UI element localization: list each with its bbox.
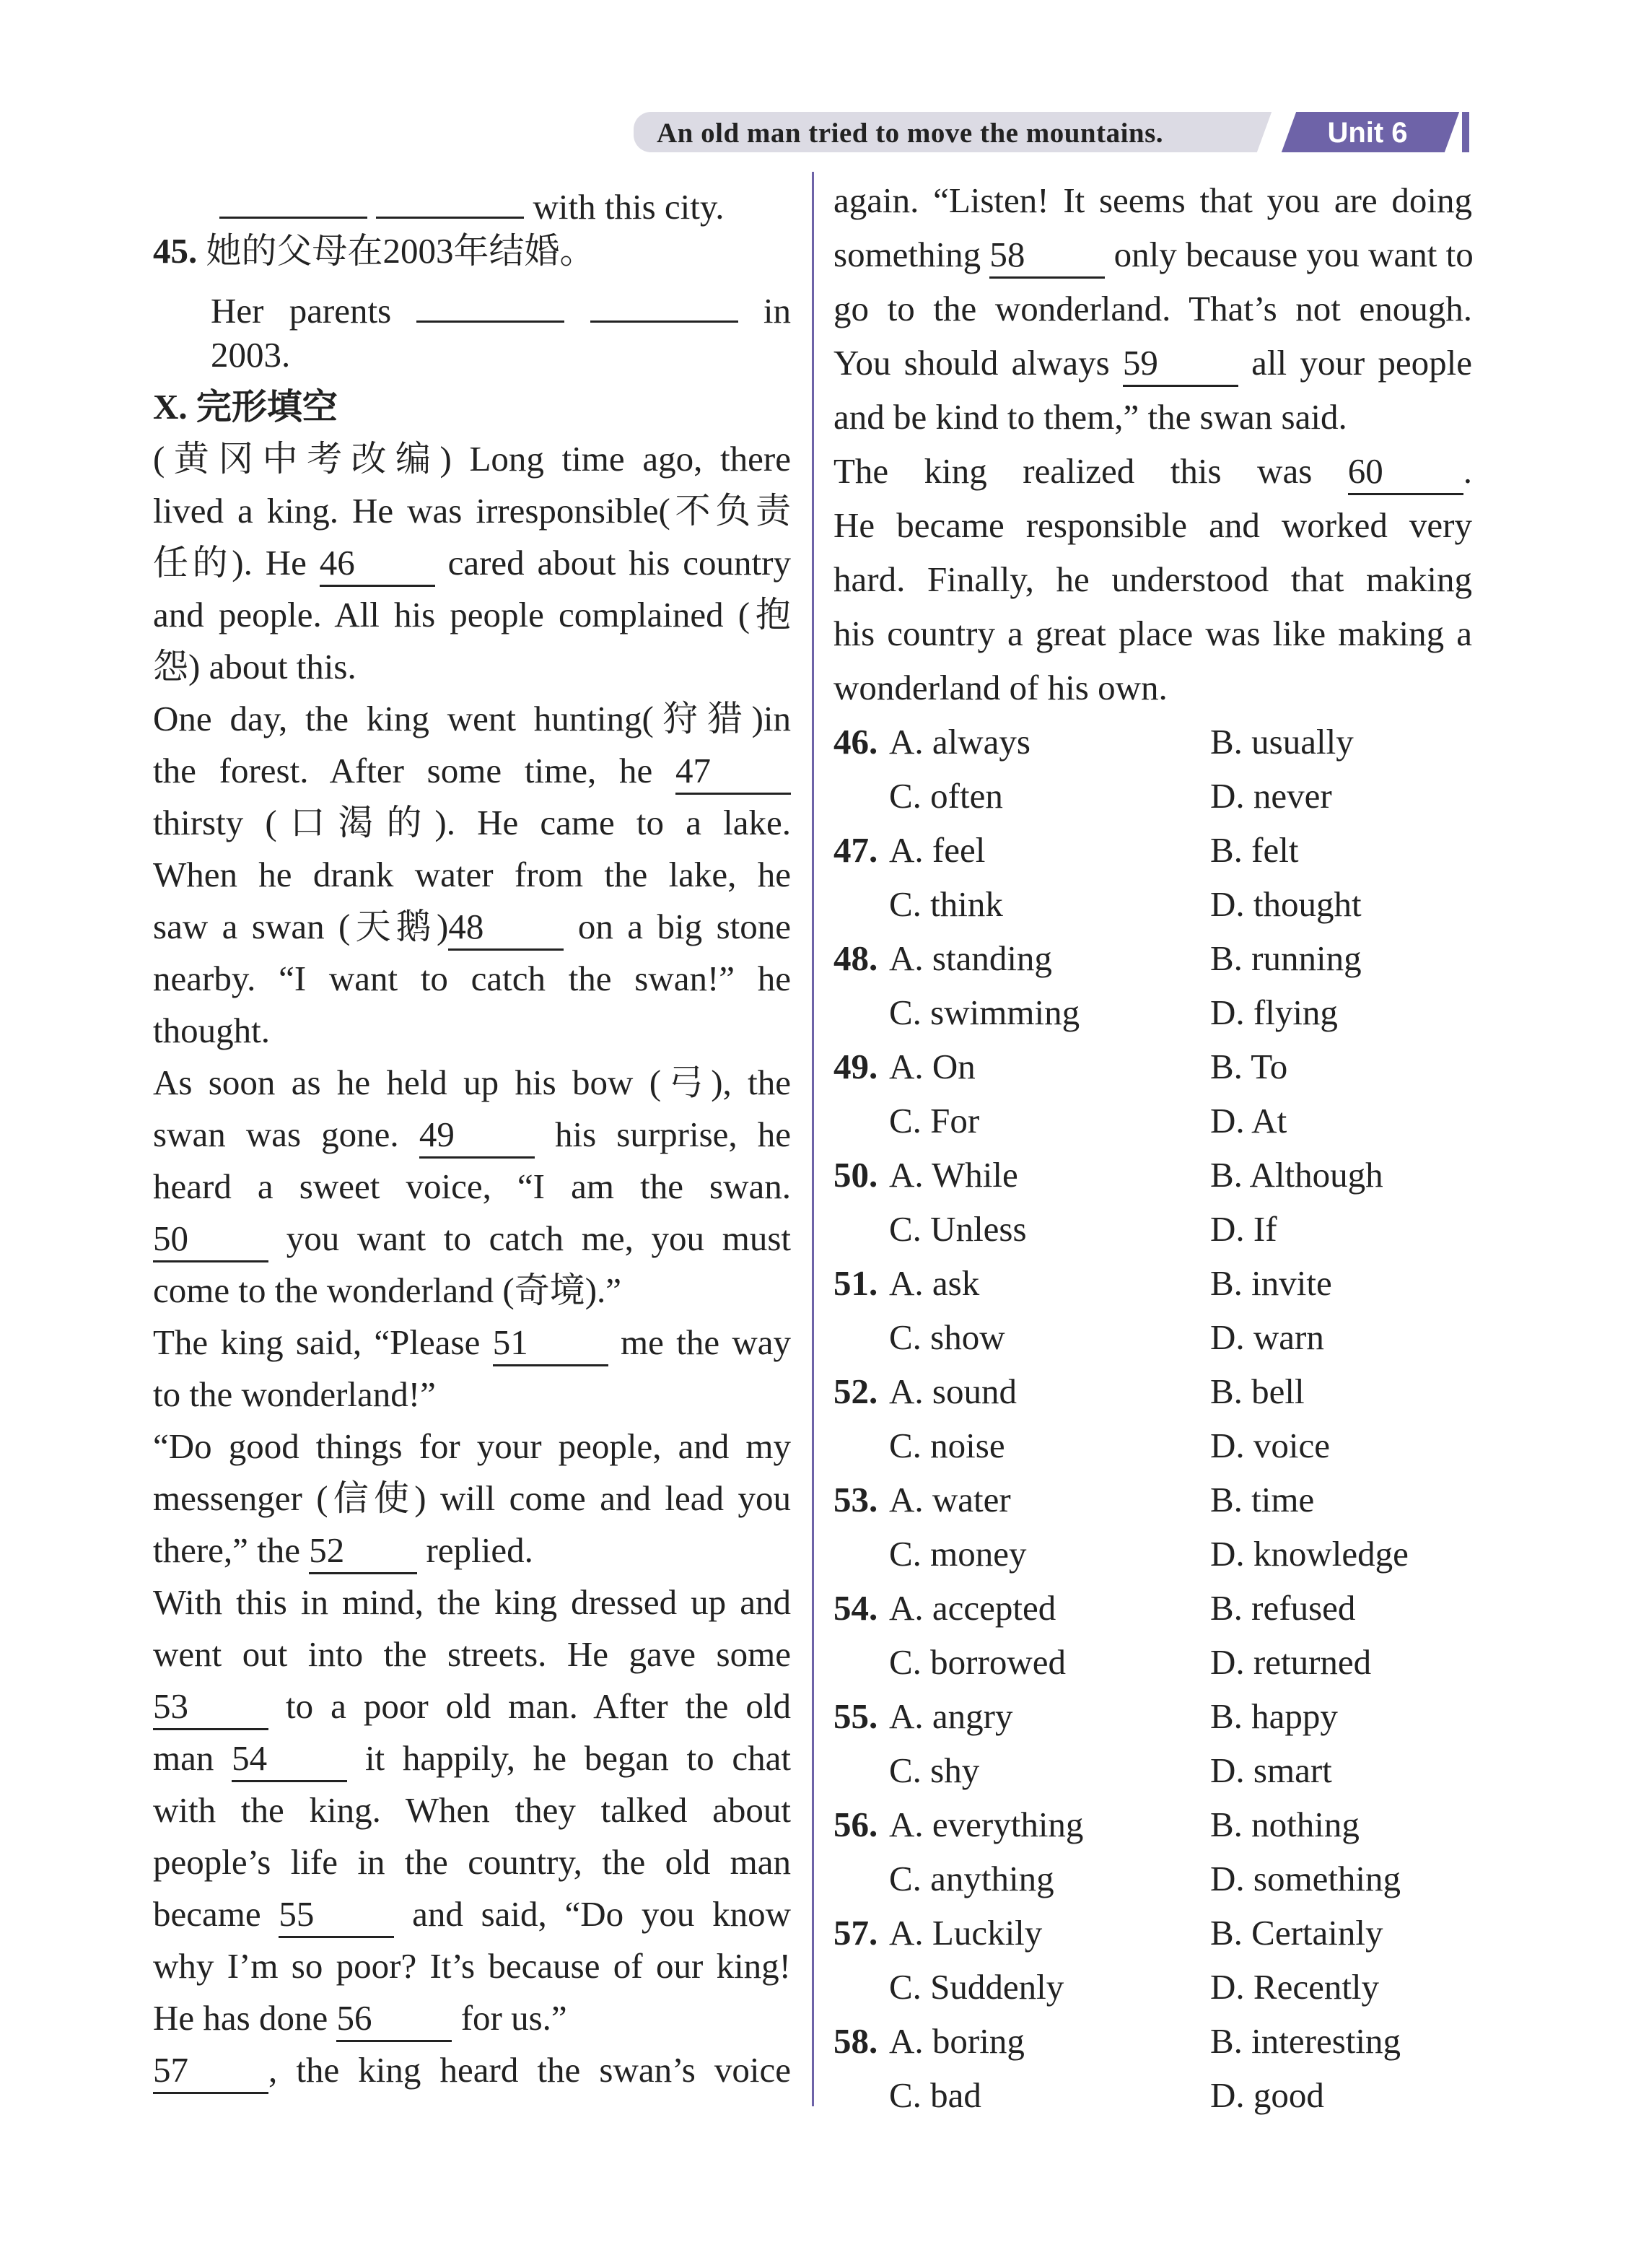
q45-prompt: 45. 她的父母在2003年结婚。 [153,231,595,271]
passage-line: He has done 56 for us.” [153,1992,791,2044]
blank-49[interactable]: 49 [419,1113,535,1159]
answer-blank[interactable] [219,173,367,219]
question-option-row [833,1148,1472,1202]
passage-line: people’s life in the country, the old man [153,1842,791,1882]
passage-line: and people. All his people complained (抱 [153,595,791,634]
answer-blank[interactable] [590,277,738,323]
option-a[interactable]: A. accepted [889,1588,1056,1628]
passage-line: nearby. “I want to catch the swan!” he [153,959,791,998]
passage-line: 任的). He 46 cared about his country [153,537,791,589]
option-d[interactable]: D. never [1210,776,1332,816]
option-b[interactable]: B. time [1210,1480,1315,1519]
passage-line: When he drank water from the lake, he [153,855,791,894]
question-option-row [833,1852,1472,1906]
passage-line: again. “Listen! It seems that you are doing [833,180,1472,220]
answer-options [833,715,1472,2122]
answer-blank[interactable] [376,173,524,219]
option-c[interactable]: C. For [889,1101,980,1140]
blank-58[interactable]: 58 [989,233,1105,279]
option-b[interactable]: B. usually [1210,722,1354,762]
question-option-row [833,1202,1472,1256]
option-c[interactable]: C. anything [889,1859,1054,1898]
option-b[interactable]: B. running [1210,938,1362,978]
question-number: 46. [833,722,878,762]
passage-line: with the king. When they talked about [153,1790,791,1830]
option-d[interactable]: D. thought [1210,884,1362,924]
q45-answer-line: Her parents in [153,277,791,329]
question-number: 50. [833,1155,878,1195]
option-b[interactable]: B. invite [1210,1263,1332,1303]
q44-continuation: with this city. [153,173,791,225]
option-d[interactable]: D. something [1210,1859,1401,1898]
question-number: 49. [833,1047,878,1086]
question-option-row [833,1039,1472,1094]
passage-line: to the wonderland!” [153,1374,436,1414]
option-a[interactable]: A. boring [889,2021,1025,2061]
question-option-row [833,715,1472,769]
unit-label: Unit 6 [1327,117,1408,149]
option-b[interactable]: B. felt [1210,830,1299,870]
option-c[interactable]: C. noise [889,1426,1005,1465]
question-option-row [833,823,1472,877]
passage-line: heard a sweet voice, “I am the swan. [153,1166,791,1206]
option-b[interactable]: B. Certainly [1210,1913,1383,1953]
question-option-row [833,2068,1472,2122]
passage-line: You should always 59 all your people [833,336,1472,390]
passage-line: hard. Finally, he understood that making [833,559,1472,599]
blank-47[interactable]: 47 [675,749,791,795]
passage-line: wonderland of his own. [833,668,1168,707]
question-option-row [833,1094,1472,1148]
passage-line: With this in mind, the king dressed up and [153,1582,791,1622]
question-option-row [833,1418,1472,1473]
passage-line: 53 to a poor old man. After the old [153,1680,791,1732]
option-b[interactable]: B. Although [1210,1155,1383,1195]
option-d[interactable]: D. flying [1210,993,1338,1032]
passage-line: “Do good things for your people, and my [153,1426,791,1466]
question-number: 48. [833,938,878,978]
option-c[interactable]: C. show [889,1317,1005,1357]
question-option-row [833,1256,1472,1310]
question-option-row [833,1581,1472,1635]
passage-line: go to the wonderland. That’s not enough. [833,289,1472,328]
column-divider [812,172,814,2106]
blank-52[interactable]: 52 [309,1529,417,1574]
option-b[interactable]: B. bell [1210,1371,1305,1411]
question-option-row [833,769,1472,823]
option-d[interactable]: D. At [1210,1101,1287,1140]
question-number: 58. [833,2021,878,2061]
question-option-row [833,1689,1472,1743]
question-number: 47. [833,830,878,870]
question-number: 51. [833,1263,878,1303]
question-number: 55. [833,1696,878,1736]
passage-line: there,” the 52 replied. [153,1525,791,1576]
blank-59[interactable]: 59 [1123,341,1238,387]
passage-line: why I’m so poor? It’s because of our king! [153,1946,791,1986]
option-a[interactable]: A. ask [889,1263,980,1303]
passage-line: 怨) about this. [153,647,356,686]
passage-line: The king realized this was 60 . [833,444,1472,498]
passage-line: messenger (信使) will come and lead you [153,1478,791,1518]
option-c[interactable]: C. borrowed [889,1642,1066,1682]
option-a[interactable]: A. Luckily [889,1913,1043,1953]
passage-line: became 55 and said, “Do you know [153,1888,791,1940]
blank-54[interactable]: 54 [232,1737,347,1782]
option-c[interactable]: C. think [889,884,1003,924]
question-number: 57. [833,1913,878,1953]
option-d[interactable]: D. good [1210,2075,1324,2115]
question-option-row [833,1797,1472,1852]
question-option-row [833,1527,1472,1581]
header-accent-bar [1462,112,1469,152]
passage-line: lived a king. He was irresponsible(不负责 [153,491,791,531]
question-option-row [833,877,1472,931]
passage-line: something 58 only because you want to [833,227,1472,282]
passage-line: went out into the streets. He gave some [153,1634,791,1674]
passage-line: the forest. After some time, he 47 [153,745,791,797]
option-c[interactable]: C. bad [889,2075,981,2115]
question-option-row [833,1743,1472,1797]
option-a[interactable]: A. feel [889,830,986,870]
option-b[interactable]: B. interesting [1210,2021,1401,2061]
option-b[interactable]: B. happy [1210,1696,1338,1736]
option-c[interactable]: C. often [889,776,1003,816]
option-a[interactable]: A. water [889,1480,1011,1519]
question-option-row [833,1960,1472,2014]
option-a[interactable]: A. sound [889,1371,1017,1411]
question-number: 52. [833,1371,878,1411]
passage-line: 50 you want to catch me, you must [153,1213,791,1265]
q45-answer-line-2: 2003. [211,335,291,375]
page-header-title: An old man tried to move the mountains. [657,118,1164,149]
passage-line: come to the wonderland (奇境).” [153,1270,622,1310]
question-option-row [833,2014,1472,2068]
blank-56[interactable]: 56 [336,1997,452,2042]
option-c[interactable]: C. shy [889,1750,980,1790]
question-option-row [833,985,1472,1039]
passage-line: The king said, “Please 51 me the way [153,1317,791,1369]
right-column [833,173,1472,2122]
option-d[interactable]: D. voice [1210,1426,1330,1465]
option-d[interactable]: D. Recently [1210,1967,1380,2007]
blank-55[interactable]: 55 [279,1893,394,1938]
question-option-row [833,1635,1472,1689]
question-option-row [833,1906,1472,1960]
option-a[interactable]: A. standing [889,938,1052,978]
blank-51[interactable]: 51 [493,1321,608,1366]
question-option-row [833,1364,1472,1418]
blank-50[interactable]: 50 [153,1217,268,1262]
option-c[interactable]: C. money [889,1534,1027,1574]
option-d[interactable]: D. knowledge [1210,1534,1409,1574]
option-d[interactable]: D. If [1210,1209,1277,1249]
blank-53[interactable]: 53 [153,1685,268,1730]
option-d[interactable]: D. returned [1210,1642,1372,1682]
question-option-row [833,931,1472,985]
question-number: 56. [833,1805,878,1844]
option-d[interactable]: D. smart [1210,1750,1332,1790]
answer-blank[interactable] [416,277,564,323]
passage-line: (黄冈中考改编) Long time ago, there [153,439,791,479]
option-a[interactable]: A. always [889,722,1030,762]
question-option-row [833,1473,1472,1527]
question-number: 54. [833,1588,878,1628]
question-option-row [833,1310,1472,1364]
passage-line: man 54 it happily, he began to chat [153,1732,791,1784]
option-c[interactable]: C. Unless [889,1209,1027,1249]
option-a[interactable]: A. angry [889,1696,1013,1736]
option-b[interactable]: B. refused [1210,1588,1356,1628]
blank-48[interactable]: 48 [448,905,564,951]
option-c[interactable]: C. Suddenly [889,1967,1064,2007]
passage-line: As soon as he held up his bow (弓), the [153,1063,791,1102]
blank-46[interactable]: 46 [320,541,435,587]
passage-line: He became responsible and worked very [833,505,1472,545]
passage-line: One day, the king went hunting(狩猎)in [153,699,791,738]
passage-line: 57 , the king heard the swan’s voice [153,2044,791,2096]
passage-line: saw a swan (天鹅)48 on a big stone [153,901,791,953]
option-a[interactable]: A. On [889,1047,976,1086]
passage-line: swan was gone. 49 his surprise, he [153,1109,791,1161]
section-title: X. 完形填空 [153,387,338,427]
blank-60[interactable]: 60 [1348,450,1463,495]
option-a[interactable]: A. everything [889,1805,1084,1844]
passage-line: his country a great place was like making a [833,614,1472,653]
left-column [153,173,791,2096]
option-b[interactable]: B. To [1210,1047,1288,1086]
question-number: 53. [833,1480,878,1519]
passage-line: thirsty (口渴的). He came to a lake. [153,803,791,842]
passage-line: thought. [153,1011,270,1050]
option-b[interactable]: B. nothing [1210,1805,1360,1844]
option-c[interactable]: C. swimming [889,993,1080,1032]
option-d[interactable]: D. warn [1210,1317,1324,1357]
option-a[interactable]: A. While [889,1155,1018,1195]
passage-line: and be kind to them,” the swan said. [833,397,1347,437]
blank-57[interactable]: 57 [153,2049,268,2094]
